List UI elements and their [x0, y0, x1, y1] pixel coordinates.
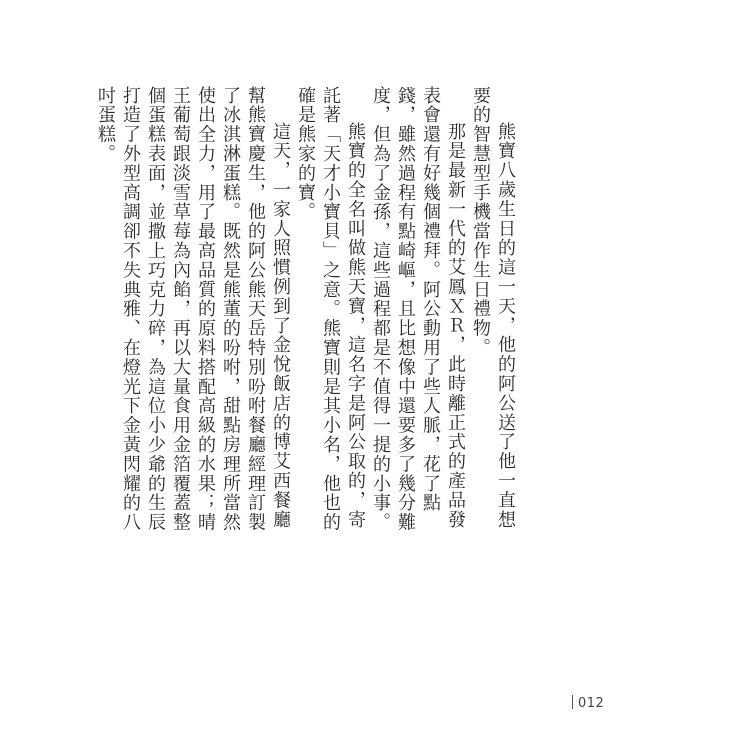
- body-text: [93, 86, 518, 546]
- paragraph-2: 那是最新一代的艾鳳ＸＲ，此時離正式的產品發表會還有好幾個禮拜。阿公動用了些人脈，花了點錢，雖然過程有點崎嶇，且比想像中還要多了幾分難度，但為了金孫，這些過程都是不值得一提的小事。: [370, 86, 466, 533]
- paragraph-4: 這天，一家人照慣例到了金悅飯店的博艾西餐廳幫熊寶慶生，他的阿公熊天岳特別吩咐餐廳經理訂製了冰淇淋蛋糕。既然是熊董的吩咐，甜點房理所當然使出全力，用了最高品質的原料搭配高級的水果；晴王葡萄跟淡雪草莓為內餡，再以大量食用金箔覆蓋整個蛋糕表面，並撒上巧克力碎，為這位小少爺的生辰打造了外型高調卻不失典雅、在燈光下金黃閃耀的八吋蛋糕。: [95, 86, 291, 533]
- page-number-value: 012: [578, 696, 605, 711]
- page-number-divider: [572, 695, 573, 709]
- page-number: [572, 695, 604, 711]
- paragraph-1: 熊寶八歲生日的這一天，他的阿公送了他一直想要的智慧型手機當作生日禮物。: [470, 86, 516, 530]
- paragraph-3: 熊寶的全名叫做熊天寶，這名字是阿公取的，寄託著「天才小寶貝」之意。熊寶則是其小名，他也的確是熊家的寶。: [295, 86, 366, 533]
